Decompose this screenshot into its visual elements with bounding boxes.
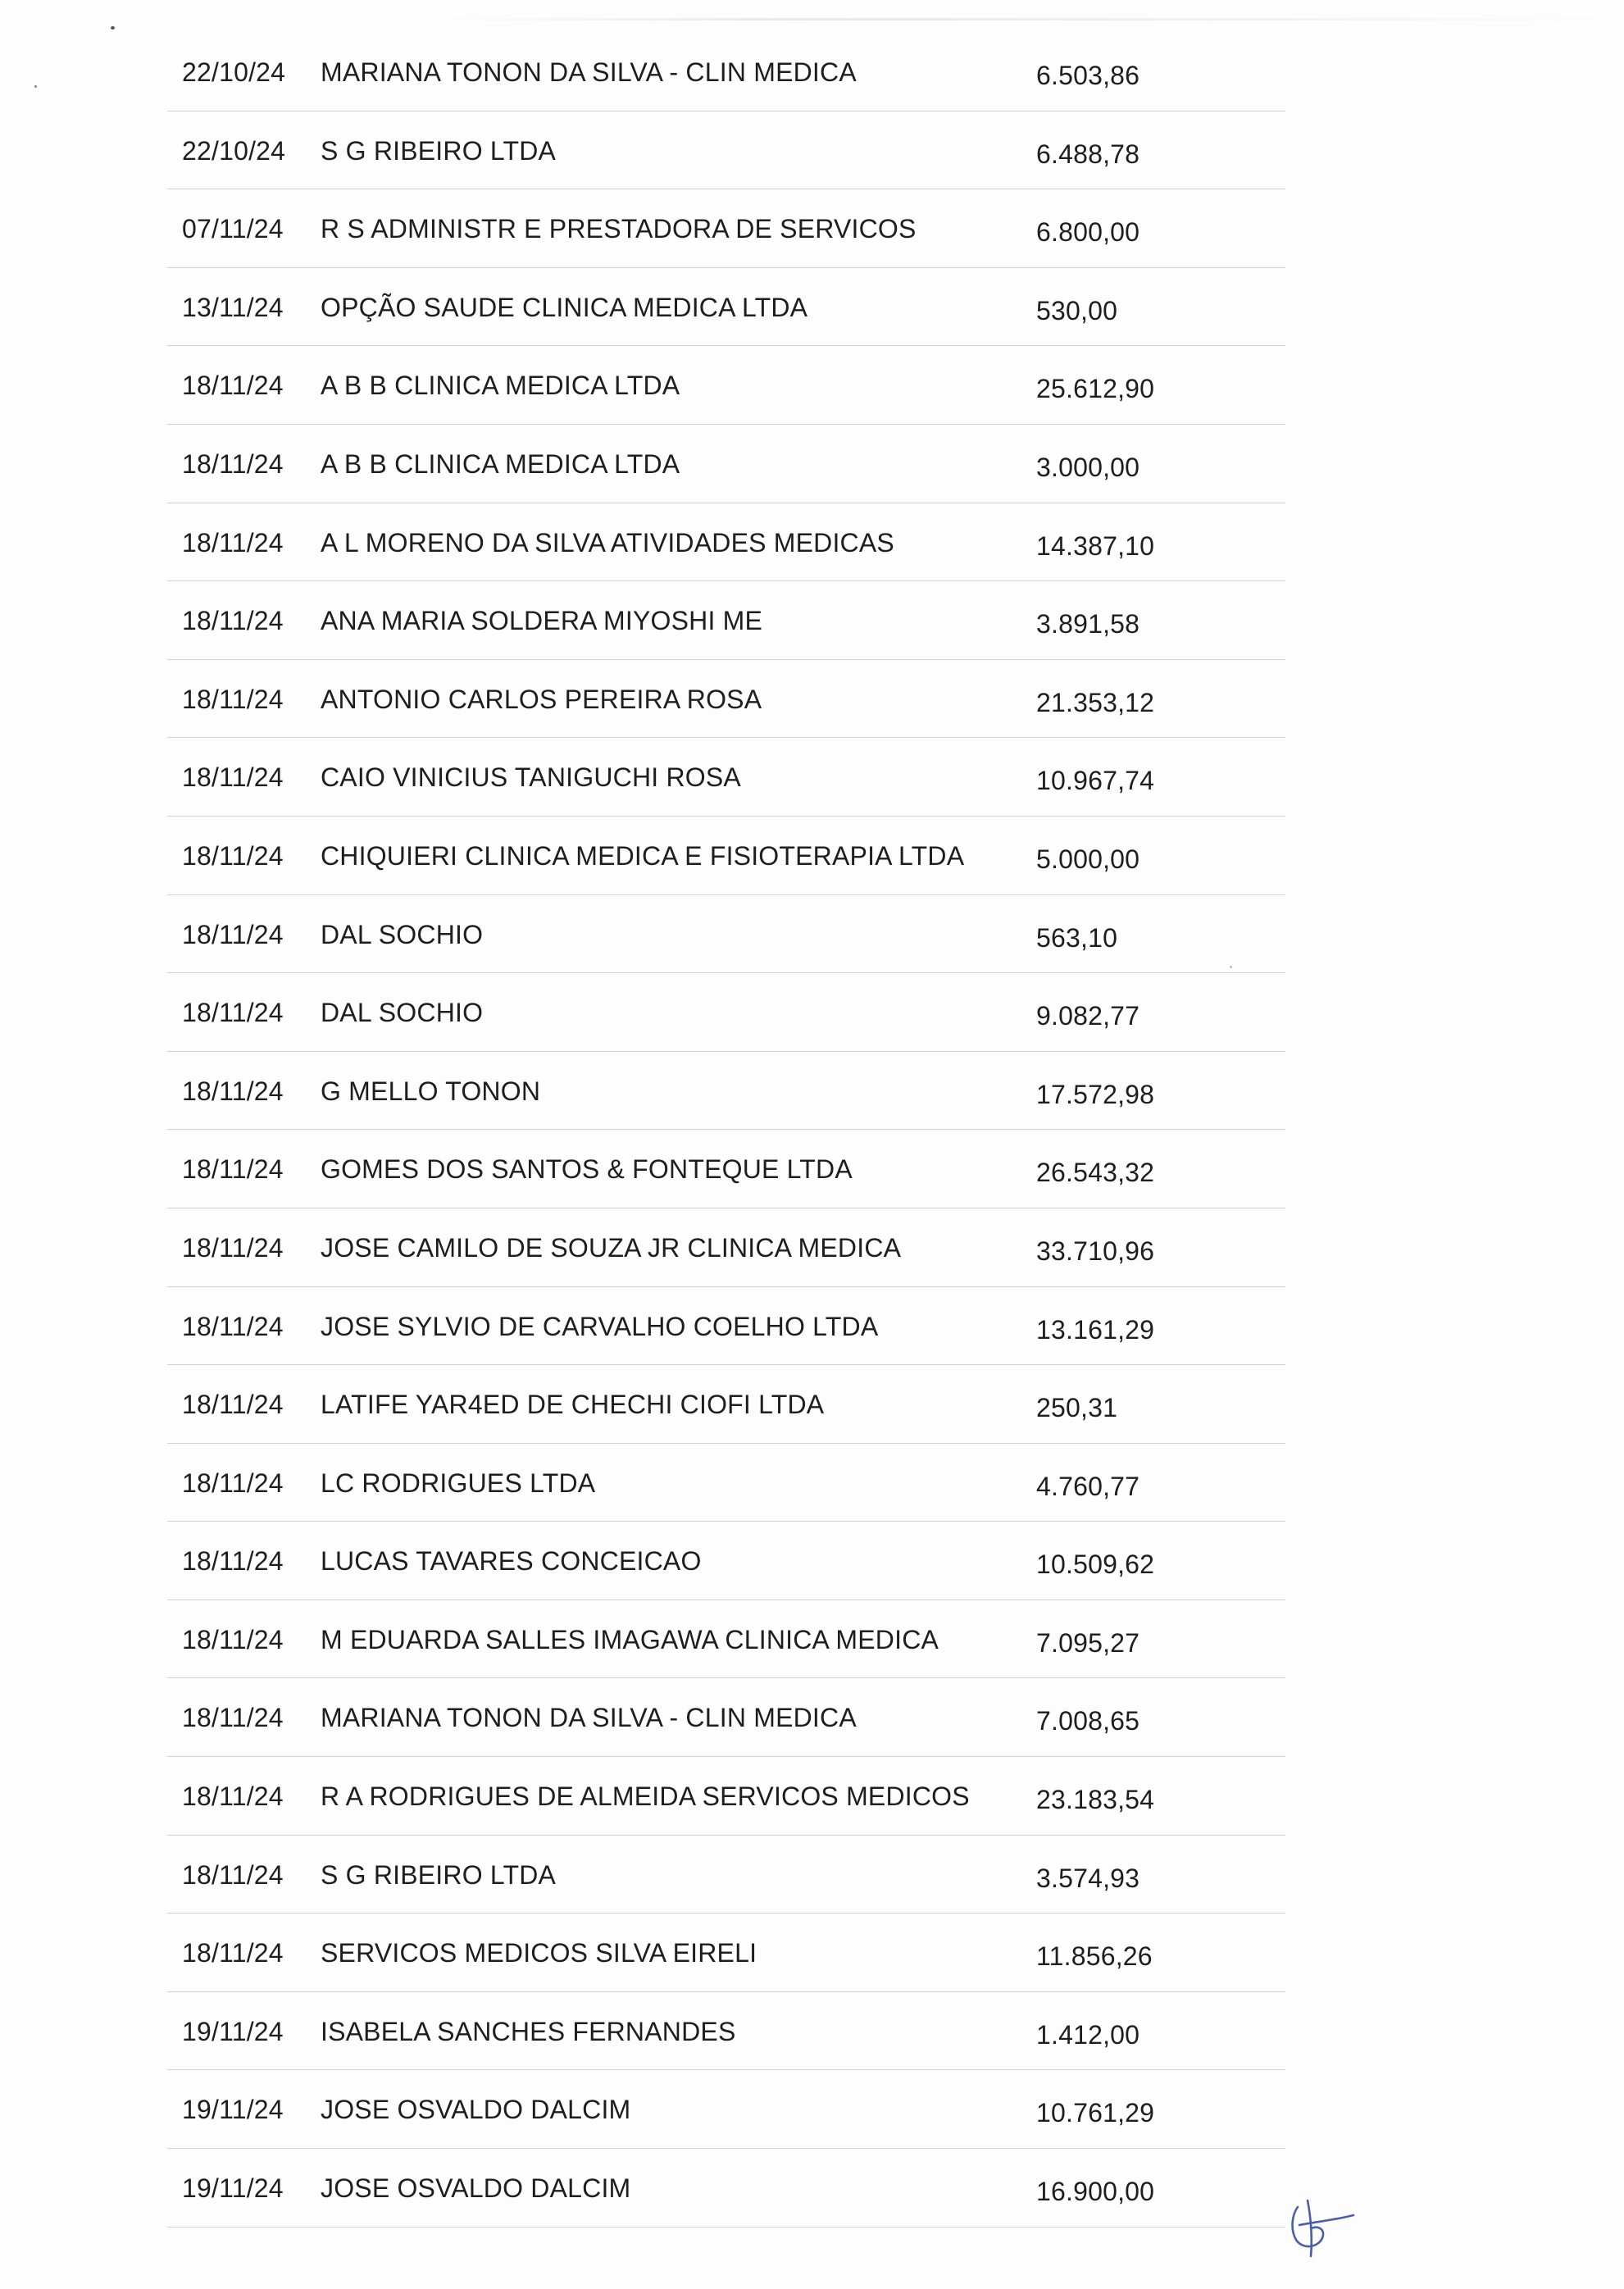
ledger-row: [167, 817, 1285, 895]
ledger-row: [167, 268, 1285, 347]
ledger-row: [167, 1992, 1285, 2071]
entry-amount: 6.800,00: [1036, 217, 1140, 248]
entry-amount: 5.000,00: [1036, 844, 1140, 874]
entry-payee: DAL SOCHIO: [321, 919, 484, 949]
entry-date: 13/11/24: [182, 292, 284, 322]
entry-amount: 3.891,58: [1036, 609, 1140, 639]
entry-payee: A B B CLINICA MEDICA LTDA: [321, 448, 680, 479]
entry-date: 18/11/24: [182, 762, 284, 793]
handwritten-initials: [1275, 2189, 1365, 2263]
entry-date: 18/11/24: [182, 840, 284, 871]
entry-date: 18/11/24: [182, 1468, 284, 1498]
entry-date: 18/11/24: [182, 1703, 284, 1733]
entry-date: 07/11/24: [182, 214, 284, 244]
ledger-row: [167, 581, 1285, 660]
entry-payee: MARIANA TONON DA SILVA - CLIN MEDICA: [321, 1703, 857, 1733]
entry-amount: 23.183,54: [1036, 1785, 1155, 1815]
ledger-row: [167, 1757, 1285, 1836]
entry-payee: LC RODRIGUES LTDA: [321, 1468, 596, 1498]
entry-payee: SERVICOS MEDICOS SILVA EIRELI: [321, 1938, 757, 1968]
scan-speck: [111, 26, 115, 30]
entry-amount: 10.509,62: [1036, 1550, 1155, 1580]
entry-date: 18/11/24: [182, 1154, 284, 1185]
ledger-row: [167, 111, 1285, 190]
entry-payee: R A RODRIGUES DE ALMEIDA SERVICOS MEDICOS: [321, 1782, 970, 1812]
entry-date: 18/11/24: [182, 1076, 284, 1106]
entry-date: 18/11/24: [182, 606, 284, 636]
ledger-row: [167, 1836, 1285, 1914]
entry-payee: CHIQUIERI CLINICA MEDICA E FISIOTERAPIA LTDA: [321, 840, 965, 871]
entry-amount: 6.488,78: [1036, 139, 1140, 169]
entry-amount: 17.572,98: [1036, 1079, 1155, 1109]
ledger-row: [167, 1130, 1285, 1208]
entry-date: 18/11/24: [182, 1311, 284, 1341]
scan-speck: [34, 85, 37, 88]
entry-amount: 563,10: [1036, 922, 1118, 953]
entry-date: 19/11/24: [182, 2016, 284, 2046]
entry-date: 18/11/24: [182, 1782, 284, 1812]
entry-date: 19/11/24: [182, 2095, 284, 2125]
entry-payee: A B B CLINICA MEDICA LTDA: [321, 371, 680, 401]
entry-date: 18/11/24: [182, 1546, 284, 1577]
entry-payee: G MELLO TONON: [321, 1076, 541, 1106]
entry-date: 18/11/24: [182, 448, 284, 479]
ledger-row: [167, 1365, 1285, 1444]
ledger-row: [167, 1287, 1285, 1366]
entry-payee: ANA MARIA SOLDERA MIYOSHI ME: [321, 606, 763, 636]
ledger-row: [167, 660, 1285, 739]
entry-payee: JOSE CAMILO DE SOUZA JR CLINICA MEDICA: [321, 1232, 902, 1263]
entry-payee: S G RIBEIRO LTDA: [321, 1859, 557, 1890]
ledger-row: [167, 2149, 1285, 2228]
entry-amount: 6.503,86: [1036, 61, 1140, 90]
entry-payee: JOSE OSVALDO DALCIM: [321, 2095, 631, 2125]
ledger-row: [167, 973, 1285, 1052]
ledger-row: [167, 503, 1285, 582]
entry-date: 18/11/24: [182, 527, 284, 557]
entry-payee: ISABELA SANCHES FERNANDES: [321, 2016, 736, 2046]
ledger-row: [167, 1522, 1285, 1600]
entry-date: 18/11/24: [182, 1624, 284, 1654]
entry-payee: LATIFE YAR4ED DE CHECHI CIOFI LTDA: [321, 1390, 825, 1420]
ledger-row: [167, 2070, 1285, 2149]
ledger-row: [167, 346, 1285, 425]
entry-date: 22/10/24: [182, 57, 286, 87]
ledger-row: [167, 1208, 1285, 1287]
entry-amount: 33.710,96: [1036, 1236, 1155, 1266]
entry-amount: 3.000,00: [1036, 452, 1140, 482]
entry-date: 18/11/24: [182, 1232, 284, 1263]
entry-amount: 10.967,74: [1036, 766, 1155, 796]
scan-streak: [443, 18, 1607, 20]
entry-amount: 11.856,26: [1036, 1941, 1153, 1972]
entry-payee: LUCAS TAVARES CONCEICAO: [321, 1546, 702, 1577]
entry-amount: 9.082,77: [1036, 1001, 1140, 1031]
entry-date: 18/11/24: [182, 998, 284, 1028]
entry-amount: 14.387,10: [1036, 530, 1155, 561]
entry-payee: OPÇÃO SAUDE CLINICA MEDICA LTDA: [321, 292, 808, 322]
entry-payee: DAL SOCHIO: [321, 998, 484, 1028]
entry-date: 18/11/24: [182, 1938, 284, 1968]
ledger-row: [167, 738, 1285, 817]
entry-date: 19/11/24: [182, 2173, 284, 2204]
entry-amount: 16.900,00: [1036, 2177, 1155, 2207]
ledger-row: [167, 1444, 1285, 1522]
entry-amount: 530,00: [1036, 295, 1118, 325]
entry-date: 18/11/24: [182, 371, 284, 401]
entry-date: 18/11/24: [182, 1390, 284, 1420]
entry-date: 18/11/24: [182, 919, 284, 949]
ledger-row: [167, 895, 1285, 974]
ledger-row: [167, 189, 1285, 268]
entry-amount: 25.612,90: [1036, 374, 1155, 404]
entry-amount: 21.353,12: [1036, 687, 1155, 717]
ledger-row: [167, 425, 1285, 503]
ledger-row: [167, 1600, 1285, 1679]
entry-amount: 7.095,27: [1036, 1627, 1140, 1658]
entry-date: 18/11/24: [182, 1859, 284, 1890]
entry-payee: MARIANA TONON DA SILVA - CLIN MEDICA: [321, 57, 857, 87]
entry-amount: 4.760,77: [1036, 1471, 1140, 1501]
entry-amount: 13.161,29: [1036, 1314, 1155, 1345]
entry-payee: JOSE OSVALDO DALCIM: [321, 2173, 631, 2204]
ledger-row: [167, 1052, 1285, 1131]
entry-date: 18/11/24: [182, 684, 284, 714]
entry-amount: 3.574,93: [1036, 1863, 1140, 1893]
entry-date: 22/10/24: [182, 135, 286, 166]
entry-payee: A L MORENO DA SILVA ATIVIDADES MEDICAS: [321, 527, 894, 557]
entry-payee: CAIO VINICIUS TANIGUCHI ROSA: [321, 762, 741, 793]
entry-payee: S G RIBEIRO LTDA: [321, 135, 557, 166]
entry-payee: GOMES DOS SANTOS & FONTEQUE LTDA: [321, 1154, 853, 1185]
entry-amount: 7.008,65: [1036, 1706, 1140, 1736]
entry-payee: M EDUARDA SALLES IMAGAWA CLINICA MEDICA: [321, 1624, 939, 1654]
ledger-row: [167, 1678, 1285, 1757]
entry-payee: ANTONIO CARLOS PEREIRA ROSA: [321, 684, 762, 714]
ledger-row: [167, 1914, 1285, 1992]
entry-amount: 10.761,29: [1036, 2098, 1155, 2128]
entry-amount: 26.543,32: [1036, 1158, 1155, 1188]
ledger-row: [167, 33, 1285, 111]
entry-payee: R S ADMINISTR E PRESTADORA DE SERVICOS: [321, 214, 917, 244]
entry-payee: JOSE SYLVIO DE CARVALHO COELHO LTDA: [321, 1311, 879, 1341]
entry-amount: 1.412,00: [1036, 2019, 1140, 2050]
payment-ledger: [167, 33, 1285, 2228]
entry-amount: 250,31: [1036, 1393, 1118, 1423]
